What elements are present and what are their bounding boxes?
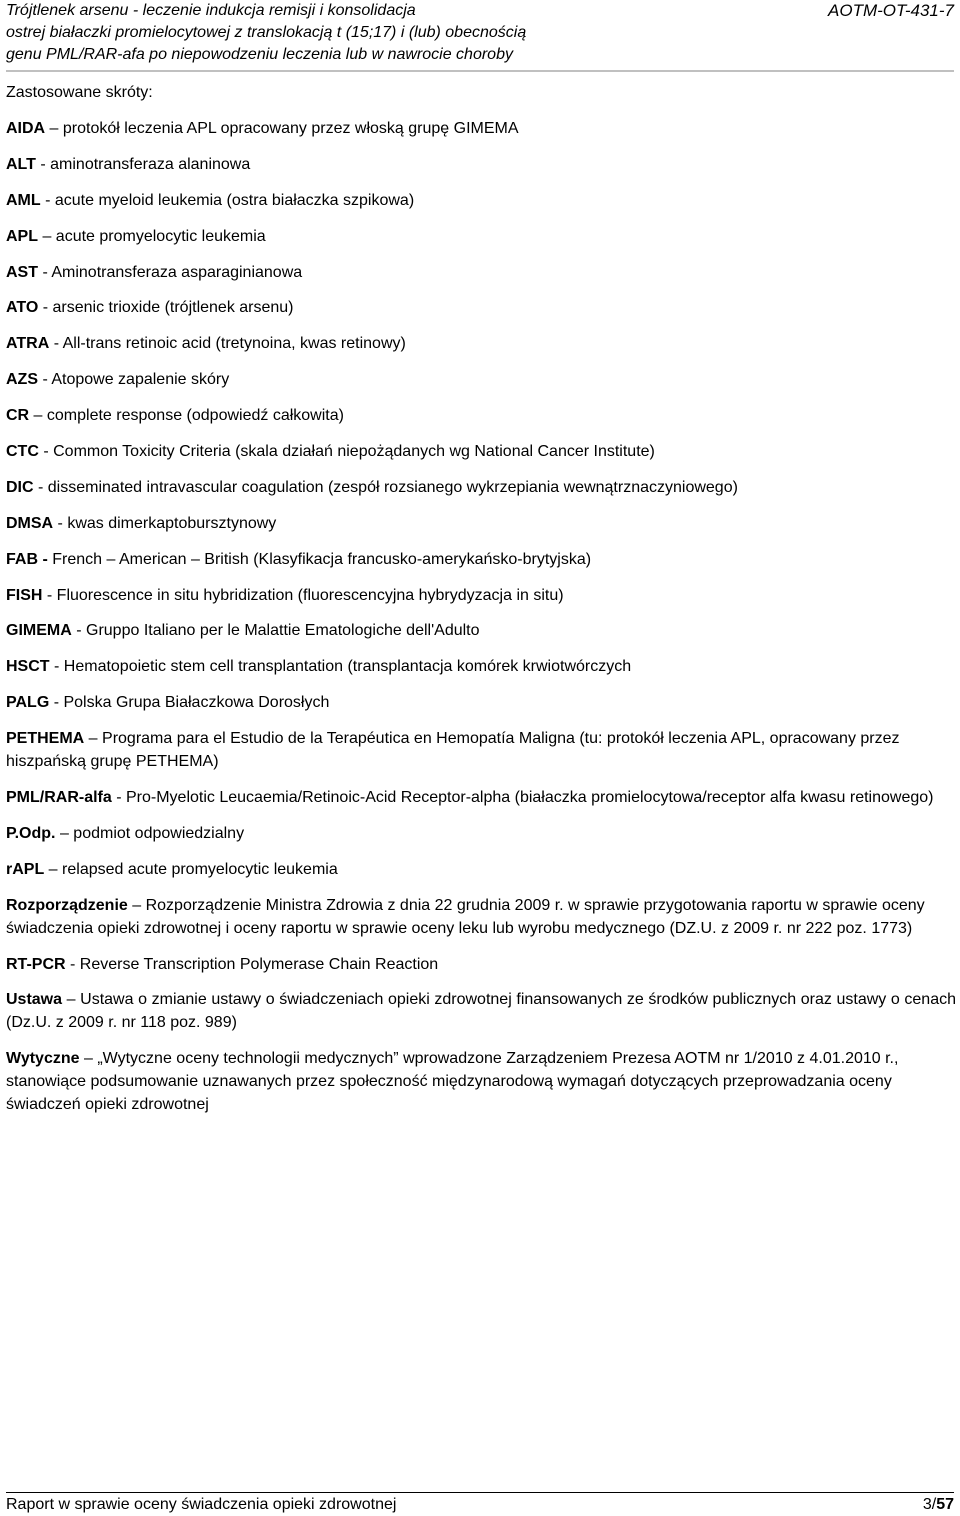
page-footer <box>6 1494 954 1516</box>
abbreviation-definition: podmiot odpowiedzialny <box>73 824 245 842</box>
abbreviation-separator: - <box>65 955 80 973</box>
abbreviation-definition: aminotransferaza alaninowa <box>50 155 251 173</box>
document-title <box>6 0 786 66</box>
page-header <box>6 0 954 70</box>
abbreviation-term: DIC <box>6 478 34 496</box>
abbreviation-separator: - <box>38 371 52 389</box>
abbreviation-entry <box>6 404 956 427</box>
abbreviation-definition: Fluorescence in situ hybridization (fluorescencyjna hybrydyzacja in situ) <box>56 586 564 604</box>
abbreviation-term: AST <box>6 263 38 281</box>
abbreviation-term: Wytyczne <box>6 1050 80 1068</box>
abbreviation-entry <box>6 117 956 140</box>
abbreviation-definition: Reverse Transcription Polymerase Chain Reaction <box>79 955 439 973</box>
abbreviation-term: FAB - <box>6 550 48 568</box>
abbreviation-definition: kwas dimerkaptobursztynowy <box>67 514 277 532</box>
abbreviation-entry <box>6 512 956 535</box>
abbreviation-entry <box>6 332 956 355</box>
abbreviation-definition: acute promyelocytic leukemia <box>55 227 266 245</box>
abbreviation-definition: Common Toxicity Criteria (skala działań niepożądanych wg National Cancer Institute) <box>53 443 655 461</box>
abbreviation-separator: - <box>35 155 51 173</box>
abbreviation-entry <box>6 655 956 678</box>
page-current: 3 <box>922 1496 932 1513</box>
abbreviation-term: CTC <box>6 443 39 461</box>
abbreviation-separator: – <box>38 227 56 245</box>
abbreviation-definition: Aminotransferaza asparaginianowa <box>51 263 303 281</box>
abbreviation-separator: – <box>29 407 47 425</box>
abbreviation-separator: – <box>79 1050 98 1068</box>
abbreviation-term: Ustawa <box>6 991 63 1009</box>
abbreviations-heading: Zastosowane skróty: <box>6 84 153 101</box>
abbreviation-separator: - <box>38 443 54 461</box>
abbreviation-separator: - <box>49 658 64 676</box>
abbreviation-term: DMSA <box>6 514 54 532</box>
abbreviation-definition: French – American – British (Klasyfikacja francusko-amerykańsko-brytyjska) <box>52 550 592 568</box>
abbreviation-separator: - <box>40 191 55 209</box>
document-title-line: ostrej białaczki promielocytowej z translokacją t (15;17) i (lub) obecnością <box>6 24 527 41</box>
abbreviation-term: PALG <box>6 694 50 712</box>
abbreviation-definition: relapsed acute promyelocytic leukemia <box>62 860 338 878</box>
abbreviation-definition: complete response (odpowiedź całkowita) <box>46 407 344 425</box>
abbreviation-entry <box>6 1047 956 1116</box>
abbreviation-term: PML/RAR-alfa <box>6 789 112 807</box>
abbreviation-term: HSCT <box>6 658 50 676</box>
abbreviation-entry <box>6 548 956 571</box>
abbreviation-entry <box>6 476 956 499</box>
page-number <box>923 1494 954 1516</box>
abbreviation-entry <box>6 261 956 284</box>
abbreviation-term: APL <box>6 227 38 245</box>
abbreviation-entry <box>6 296 956 319</box>
abbreviation-separator: – <box>127 896 146 914</box>
abbreviation-entry <box>6 894 956 940</box>
abbreviation-separator: - <box>71 622 86 640</box>
document-title-line: genu PML/RAR-afa po niepowodzeniu leczenia lub w nawrocie choroby <box>6 46 513 63</box>
document-code: AOTM-OT-431-7 <box>828 1 954 20</box>
abbreviation-separator: - <box>38 263 52 281</box>
abbreviation-definition: Polska Grupa Białaczkowa Dorosłych <box>63 694 330 712</box>
abbreviation-term: CR <box>6 407 30 425</box>
abbreviation-term: ATO <box>6 299 39 317</box>
abbreviation-entry <box>6 727 956 773</box>
abbreviation-separator: – <box>84 730 103 748</box>
abbreviation-separator: - <box>53 514 68 532</box>
footer-text: Raport w sprawie oceny świadczenia opieki zdrowotnej <box>6 1496 397 1513</box>
abbreviation-separator: - <box>111 789 126 807</box>
abbreviation-separator: – <box>62 991 81 1009</box>
abbreviation-entry <box>6 440 956 463</box>
abbreviation-separator: - <box>49 335 63 353</box>
abbreviation-separator: - <box>38 299 53 317</box>
page-total: 57 <box>936 1496 954 1513</box>
abbreviation-definition: Ustawa o zmianie ustawy o świadczeniach opieki zdrowotnej finansowanych ze środków publicznych oraz ustawy o cenach (Dz.U. z 2009 r. nr 118 poz. 989) <box>6 991 956 1032</box>
abbreviation-definition: Atopowe zapalenie skóry <box>51 371 230 389</box>
abbreviation-entry <box>6 153 956 176</box>
page-separator: / <box>931 1496 937 1513</box>
abbreviation-term: FISH <box>6 586 43 604</box>
abbreviation-term: PETHEMA <box>6 730 85 748</box>
abbreviation-definition: Gruppo Italiano per le Malattie Ematologiche dell'Adulto <box>86 622 480 640</box>
abbreviation-term: ALT <box>6 155 36 173</box>
abbreviation-entry <box>6 953 956 976</box>
abbreviation-separator: – <box>44 860 63 878</box>
abbreviation-entry <box>6 786 956 809</box>
abbreviation-separator: – <box>45 120 63 137</box>
abbreviation-entry <box>6 822 956 845</box>
abbreviation-term: rAPL <box>6 860 45 878</box>
abbreviation-definition: Hematopoietic stem cell transplantation (transplantacja komórek krwiotwórczych <box>63 658 632 676</box>
abbreviation-separator: - <box>49 694 64 712</box>
abbreviation-definition: „Wytyczne oceny technologii medycznych” wprowadzone Zarządzeniem Prezesa AOTM nr 1/2010 z 4.01.2010 r., stanowiące podsumowanie uznawanych przez społeczność międzynarodową wymagań dotyczących przeprowadzania oceny świadczeń opieki zdrowotnej <box>6 1050 899 1114</box>
document-title-line: Trójtlenek arsenu - leczenie indukcja remisji i konsolidacja <box>6 2 416 19</box>
abbreviation-term: Rozporządzenie <box>6 896 128 914</box>
abbreviation-term: AML <box>6 191 41 209</box>
abbreviation-entry <box>6 988 956 1034</box>
abbreviation-entry <box>6 368 956 391</box>
abbreviation-definition: arsenic trioxide (trójtlenek arsenu) <box>52 299 294 317</box>
abbreviation-term: AIDA <box>6 120 46 137</box>
abbreviation-term: AZS <box>6 371 38 389</box>
abbreviation-entry <box>6 619 956 642</box>
header-divider <box>6 70 954 72</box>
abbreviation-term: RT-PCR <box>6 955 66 973</box>
abbreviations-list <box>6 117 956 1129</box>
abbreviation-definition: disseminated intravascular coagulation (zespół rozsianego wykrzepiania wewnątrznaczyniowego) <box>47 478 738 496</box>
abbreviation-definition: acute myeloid leukemia (ostra białaczka szpikowa) <box>54 191 415 209</box>
abbreviation-definition: All-trans retinoic acid (tretynoina, kwas retinowy) <box>62 335 406 353</box>
footer-divider <box>6 1492 954 1493</box>
abbreviation-entry <box>6 691 956 714</box>
abbreviation-definition: protokół leczenia APL opracowany przez włoską grupę GIMEMA <box>62 120 519 137</box>
abbreviation-entry <box>6 858 956 881</box>
abbreviation-separator: - <box>42 586 57 604</box>
abbreviation-separator: – <box>55 824 74 842</box>
abbreviation-term: P.Odp. <box>6 824 56 842</box>
abbreviation-term: GIMEMA <box>6 622 72 640</box>
abbreviation-entry <box>6 225 956 248</box>
abbreviation-definition: Programa para el Estudio de la Terapéutica en Hemopatía Maligna (tu: protokół leczenia APL, opracowany przez hiszpańską grupę PETHEMA) <box>6 730 900 771</box>
abbreviation-definition: Pro-Myelotic Leucaemia/Retinoic-Acid Receptor-alpha (białaczka promielocytowa/receptor alfa kwasu retinowego) <box>126 789 934 807</box>
abbreviation-definition: Rozporządzenie Ministra Zdrowia z dnia 22 grudnia 2009 r. w sprawie przygotowania raportu w sprawie oceny świadczenia opieki zdrowotnej i oceny raportu w sprawie oceny leku lub wyrobu medycznego (DZ.U. z 2009 r. nr 222 poz. 1773) <box>6 896 925 937</box>
abbreviation-entry <box>6 189 956 212</box>
abbreviation-entry <box>6 584 956 607</box>
abbreviation-separator: - <box>33 478 48 496</box>
abbreviation-term: ATRA <box>6 335 50 353</box>
